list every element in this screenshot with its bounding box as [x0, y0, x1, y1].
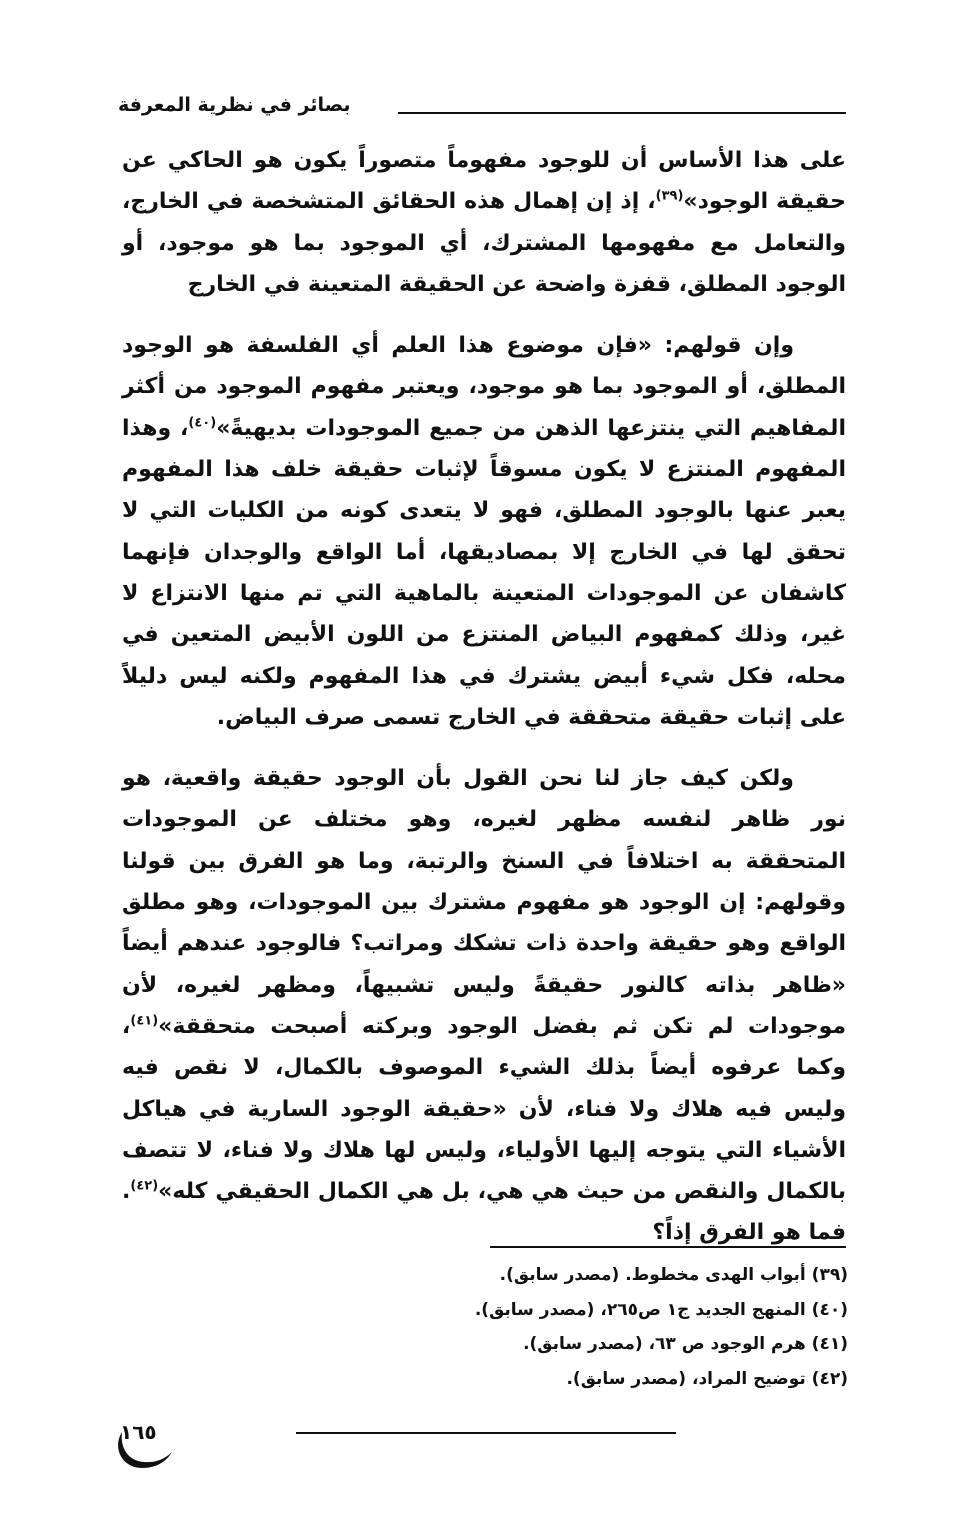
paragraph-3-text-middle: ، وكما عرفوه أيضاً بذلك الشيء الموصوف بالكمال، لا نقص فيه وليس فيه هلاك ولا فناء، لأن «حقيقة الوجود السارية في هياكل الأشياء التي يتوجه إليها الأولياء، وليس لها هلاك ولا فناء، لا تتصف بالكمال والنقص من حيث هي هي، بل هي الكمال الحقيقي كله» — [122, 1013, 846, 1205]
paragraph-3-text-end: . فما هو الفرق إذاً؟ — [122, 1179, 846, 1246]
footnote-39: (٣٩) أبواب الهدى مخطوط. (مصدر سابق). — [499, 1265, 848, 1285]
footnotes — [300, 1258, 848, 1396]
paragraph-1 — [122, 140, 846, 305]
paragraph-3 — [122, 758, 846, 1254]
paragraph-1-text-cont: ، إذ إن إهمال هذه الحقائق المتشخصة في الخارج، والتعامل مع مفهومها المشترك، أي الموجود بما هو موجود، أو الوجود المطلق، قفزة واضحة عن الحقيقة المتعينة في الخارج — [122, 189, 846, 297]
paragraph-2-text-cont: ، وهذا المفهوم المنتزع لا يكون مسوقاً لإثبات حقيقة خلف هذا المفهوم يعبر عنها بالوجود المطلق، فهو لا يتعدى كونه من الكليات التي لا تحقق لها في الخارج إلا بمصاديقها، أما الواقع والوجدان فإنهما كاشفان عن الموجودات المتعينة بالماهية التي تم منها الانتزاع لا غير، وذلك كمفهوم البياض المنتزع من اللون الأبيض المتعين في محله، فكل شيء أبيض يشترك في هذا المفهوم ولكنه ليس دليلاً على إثبات حقيقة متحققة في الخارج تسمى صرف البياض. — [122, 415, 846, 730]
footnote-separator — [490, 1246, 846, 1248]
footnote-42: (٤٢) توضيح المراد، (مصدر سابق). — [566, 1368, 848, 1389]
running-header-title: بصائر في نظرية المعرفة — [118, 94, 351, 116]
page-number-block — [108, 1418, 178, 1478]
footnote-ref-41: (٤١) — [130, 1013, 159, 1029]
paragraph-1-text: على هذا الأساس أن للوجود مفهوماً متصوراً يكون هو الحاكي عن حقيقة الوجود» — [122, 148, 847, 215]
bottom-rule — [296, 1432, 676, 1434]
page-number: ١٦٥ — [120, 1420, 157, 1444]
footnote-40: (٤٠) المنهج الجديد ج١ ص٢٦٥، (مصدر سابق). — [474, 1299, 848, 1320]
paragraph-3-text: ولكن كيف جاز لنا نحن القول بأن الوجود حقيقة واقعية، هو نور ظاهر لنفسه مظهر لغيره، وهو مختلف عن الموجودات المتحققة به اختلافاً في السنخ والرتبة، وما هو الفرق بين قولنا وقولهم: إن الوجود هو مفهوم مشترك بين الموجودات، وهو مطلق الواقع وهو حقيقة واحدة ذات تشكك ومراتب؟ فالوجود عندهم أيضاً «ظاهر بذاته كالنور حقيقةً وليس تشبيهاً، ومظهر لغيره، لأن موجودات لم تكن ثم بفضل الوجود وبركته أصبحت متحققة» — [122, 766, 846, 1039]
footnote-ref-39: (٣٩) — [655, 188, 684, 204]
footnote-ref-40: (٤٠) — [188, 415, 217, 431]
paragraph-2 — [122, 325, 846, 738]
header-rule — [398, 112, 846, 114]
main-text — [122, 140, 846, 1254]
paragraph-2-text: وإن قولهم: «فإن موضوع هذا العلم أي الفلسفة هو الوجود المطلق، أو الموجود بما هو موجود، ويعتبر مفهوم الموجود من أكثر المفاهيم التي ينتزعها الذهن من جميع الموجودات بديهيةً» — [122, 333, 846, 441]
footnote-ref-42: (٤٢) — [130, 1178, 159, 1194]
running-header — [118, 92, 846, 122]
footnote-41: (٤١) هرم الوجود ص ٦٣، (مصدر سابق). — [523, 1334, 848, 1354]
